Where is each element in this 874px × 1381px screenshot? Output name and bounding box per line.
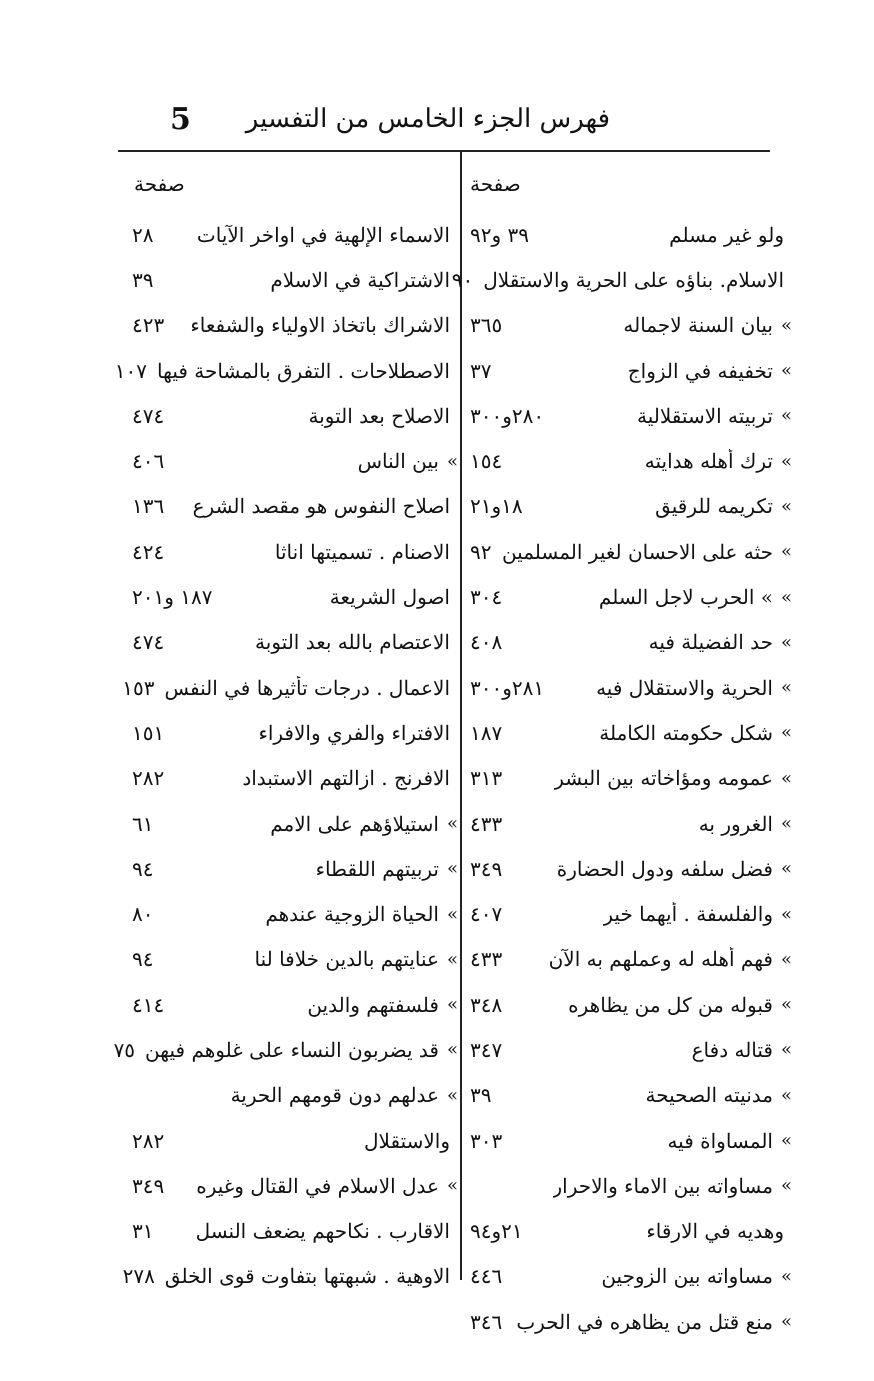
entry-text: حثه على الاحسان لغير المسلمين [501,539,773,564]
index-entry [462,1209,792,1254]
index-entry [128,438,458,483]
index-entry [128,801,458,846]
entry-text: والفلسفة . أيهما خير [603,902,773,927]
entry-text-group [655,494,792,518]
index-entry [462,620,792,665]
entry-page-numbers: ٧٥ [113,1037,136,1062]
entry-page-numbers: ١٥٣ [122,675,155,700]
ditto-mark: » [446,1175,458,1197]
header-rule [118,150,770,152]
entry-text: تكريمه للرقيق [655,494,773,519]
ditto-mark: » [780,405,792,427]
index-entry [128,937,458,982]
entry-text: قد يضربون النساء على غلوهم فيهن [145,1037,439,1062]
entry-text: تربيته الاستقلالية [637,403,773,428]
entry-text: مدنيته الصحيحة [645,1083,773,1108]
entry-text: وهديه في الارقاء [646,1219,784,1244]
entry-text: مساواته بين الاماء والاحرار [552,1173,773,1198]
index-entry [462,665,792,710]
entry-text: بيان السنة لاجماله [623,313,773,338]
entry-page-numbers: ٢٨٢ [132,1128,165,1153]
ditto-mark: » [780,450,792,472]
ditto-mark: » [780,677,792,699]
entry-text-group [164,676,458,700]
entry-text: حد الفضيلة فيه [648,630,773,655]
index-entry [462,1254,792,1299]
entry-page-numbers: ٤٠٧ [470,902,503,927]
entry-text-group [265,902,458,926]
entry-text-group [308,404,458,428]
index-entry [128,393,458,438]
entry-page-numbers: ٣١٣ [470,766,503,791]
entry-text-group [190,313,458,337]
entry-page-numbers: ٢١و٩٤ [470,1219,523,1244]
entry-page-numbers: ٣٤٧ [470,1037,503,1062]
entry-text-group [145,1038,458,1062]
index-entry [462,1118,792,1163]
ditto-mark: » [780,1175,792,1197]
entry-text-group [196,1174,458,1198]
entry-page-numbers: ٢٨١و٣٠٠ [470,675,545,700]
entry-text-group [549,947,792,971]
entry-text-group [553,1174,792,1198]
entry-text: المساواة فيه [667,1128,773,1153]
entry-text-group [255,630,458,654]
ditto-mark: » [780,1311,792,1333]
entry-text-group [364,1129,458,1153]
entry-page-numbers: ٤٢٤ [132,539,165,564]
ditto-mark: » [780,903,792,925]
running-title: فهرس الجزء الخامس من التفسير [245,104,610,134]
entry-text-group [157,359,458,383]
entry-page-numbers: ٤١٤ [132,992,165,1017]
entry-text-group [645,449,792,473]
entry-text: استيلاؤهم على الامم [270,811,439,836]
right-column-heading: صفحة [470,172,521,196]
index-entry [462,846,792,891]
index-entry [128,1209,458,1254]
entry-text-group [599,585,792,609]
entry-page-numbers: ٤٠٦ [132,449,165,474]
entry-text-group [669,223,792,247]
entry-text-group [667,1129,792,1153]
entry-page-numbers: ١٥٤ [470,449,503,474]
entry-text-group [699,812,792,836]
entry-text: اصلاح النفوس هو مقصد الشرع [192,494,450,519]
entry-text-group [270,268,458,292]
entry-page-numbers: ٩٠ [451,267,474,292]
entry-text-group [628,359,792,383]
entry-text: عمومه ومؤاخاته بين البشر [554,766,773,791]
index-entry [462,438,792,483]
index-entry [128,574,458,619]
ditto-mark: » [780,858,792,880]
entry-text: الافتراء والفري والافراء [258,720,450,745]
entry-page-numbers: ١٥١ [132,720,165,745]
index-entry [451,257,792,302]
left-column-heading: صفحة [134,172,185,196]
entry-text-group [692,1038,792,1062]
entry-text: منع قتل من يظاهره في الحرب [516,1309,773,1334]
index-entry [462,891,792,936]
entry-text-group [255,947,459,971]
entry-text-group [554,766,792,790]
entry-text: الاعتصام بالله بعد التوبة [255,630,450,655]
entry-text: الحرية والاستقلال فيه [596,675,773,700]
ditto-mark: » [446,948,458,970]
right-index-column [451,212,792,1344]
entry-page-numbers: ٤٠٨ [470,630,503,655]
entry-page-numbers: ٨٠ [132,902,154,927]
entry-text: الاصطلاحات . التفرق بالمشاحة فيها [157,358,450,383]
entry-text-group [502,540,792,564]
entry-text: عدلهم دون قومهم الحرية [230,1083,439,1108]
entry-text: الاشراك باتخاذ الاولياء والشفعاء [190,313,450,338]
entry-text-group [601,1264,792,1288]
entry-text: تخفيفه في الزواج [627,358,773,383]
entry-page-numbers: ٣٤٦ [470,1309,503,1334]
ditto-mark: » [446,450,458,472]
entry-text-group [358,449,458,473]
ditto-mark: » [780,722,792,744]
entry-text-group [623,313,792,337]
entry-page-numbers: ٤٧٤ [132,630,165,655]
entry-page-numbers: ٣٩ و٩٢ [470,222,529,247]
entry-page-numbers: ٣٩ [132,267,154,292]
index-entry [128,257,458,302]
index-entry [462,1163,792,1208]
entry-text: الحياة الزوجية عندهم [265,902,439,927]
entry-text-group [242,766,458,790]
entry-page-numbers: ٤٣٣ [470,947,503,972]
ditto-mark: » [446,858,458,880]
ditto-mark: » [446,1039,458,1061]
index-entry [128,212,458,257]
entry-page-numbers: ٣١ [132,1219,154,1244]
entry-text: الاصلاح بعد التوبة [308,403,450,428]
entry-page-numbers: ٤٢٣ [132,313,165,338]
entry-page-numbers: ١٠٧ [114,358,148,383]
entry-text-group [270,812,458,836]
entry-page-numbers: ٩٢ [470,539,492,564]
entry-text: الاعمال . درجات تأثيرها في النفس [164,675,450,700]
entry-text: الاسماء الإلهية في اواخر الآيات [196,222,450,247]
entry-text-group [596,676,792,700]
entry-text: » الحرب لاجل السلم [598,585,773,610]
entry-text: قتاله دفاع [691,1037,773,1062]
entry-text: الغرور به [698,811,773,836]
entry-page-numbers: ٩٤ [132,856,154,881]
entry-text-group [316,857,458,881]
index-entry [462,574,792,619]
entry-page-numbers: ٤٧٤ [132,403,165,428]
ditto-mark: » [780,994,792,1016]
index-entry [128,484,458,529]
entry-text: ترك أهله هدايته [644,449,773,474]
entry-text-group [258,721,458,745]
ditto-mark: » [446,994,458,1016]
ditto-mark: » [780,586,792,608]
entry-text-group [637,404,792,428]
entry-text: الاشتراكية في الاسلام [270,267,450,292]
entry-page-numbers: ٣٤٩ [470,856,503,881]
entry-page-numbers: ٢٨ [132,222,154,247]
ditto-mark: » [780,948,792,970]
entry-page-numbers: ٤٤٦ [470,1264,503,1289]
entry-text-group [516,1310,792,1334]
ditto-mark: » [780,314,792,336]
entry-text: الاقارب . نكاحهم يضعف النسل [195,1219,450,1244]
index-entry [462,484,792,529]
entry-text-group [275,540,458,564]
index-entry [122,665,458,710]
ditto-mark: » [780,1265,792,1287]
index-entry [462,982,792,1027]
entry-text-group [307,993,458,1017]
ditto-mark: » [446,813,458,834]
entry-page-numbers: ٣٧ [470,358,492,383]
page-header [110,100,770,140]
ditto-mark: » [780,1084,792,1106]
entry-text-group [231,1083,458,1107]
entry-text-group [165,1264,458,1288]
entry-text: الاوهية . شبهتها بتفاوت قوى الخلق [164,1264,450,1289]
entry-text: والاستقلال [364,1128,450,1153]
entry-page-numbers: ٢٨٠و٣٠٠ [470,403,545,428]
entry-page-numbers: ٣٦٥ [470,313,503,338]
entry-text: فلسفتهم والدين [307,992,439,1017]
entry-page-numbers: ١٣٦ [132,494,165,519]
index-entry [128,846,458,891]
left-index-column [113,212,458,1299]
entry-text-group [568,993,792,1017]
index-entry [128,756,458,801]
index-entry [462,937,792,982]
ditto-mark: » [780,495,792,517]
entry-page-numbers: ٤٣٣ [470,811,503,836]
index-entry [462,1027,792,1072]
entry-page-numbers: ٢٧٨ [122,1264,155,1289]
entry-text-group [483,268,792,292]
ditto-mark: » [780,813,792,834]
entry-page-numbers: ٣٩ [470,1083,492,1108]
entry-page-numbers: ٣٠٤ [470,585,503,610]
ditto-mark: » [780,767,792,789]
index-entry [122,1254,458,1299]
entry-page-numbers: ٣٠٣ [470,1128,503,1153]
entry-text-group [599,721,792,745]
index-entry [128,982,458,1027]
index-entry [128,1118,458,1163]
index-entry [128,1163,458,1208]
ditto-mark: » [780,360,792,382]
entry-page-numbers: ١٨٧ [470,720,503,745]
entry-text: بين الناس [357,449,439,474]
entry-text: الاصنام . تسميتها اناثا [274,539,450,564]
entry-text: تربيتهم اللقطاء [315,856,439,881]
entry-text: عدل الاسلام في القتال وغيره [196,1173,439,1198]
page-number: 5 [170,102,191,137]
entry-text: قبوله من كل من يظاهره [568,992,773,1017]
entry-text: الاسلام. بناؤه على الحرية والاستقلال [483,267,784,292]
ditto-mark: » [446,903,458,925]
entry-page-numbers: ١٨٧ و٢٠١ [132,585,213,610]
index-entry [462,393,792,438]
entry-page-numbers: ٢٨٢ [132,766,165,791]
index-entry [128,620,458,665]
entry-text-group [646,1219,792,1243]
entry-text: اصول الشريعة [329,585,450,610]
ditto-mark: » [780,1039,792,1061]
index-entry [462,529,792,574]
index-entry [113,1027,458,1072]
entry-text-group [193,494,458,518]
index-entry [462,1299,792,1344]
ditto-mark: » [780,631,792,653]
index-entry [114,348,458,393]
entry-text: شكل حكومته الكاملة [599,720,773,745]
index-entry [128,529,458,574]
ditto-mark: » [446,1084,458,1106]
index-entry [128,1073,458,1118]
entry-text-group [330,585,458,609]
index-entry [462,1073,792,1118]
entry-text-group [197,223,458,247]
entry-page-numbers: ٣٤٩ [132,1173,165,1198]
index-entry [462,710,792,755]
index-entry [128,891,458,936]
entry-text: فهم أهله له وعملهم به الآن [548,947,773,972]
entry-text-group [557,857,792,881]
entry-text: فضل سلفه ودول الحضارة [556,856,773,881]
index-entry [462,756,792,801]
entry-page-numbers: ٩٤ [132,947,154,972]
entry-text: مساواته بين الزوجين [601,1264,773,1289]
entry-text: الافرنج . ازالتهم الاستبداد [242,766,450,791]
index-entry [462,801,792,846]
index-entry [462,212,792,257]
entry-text-group [645,1083,792,1107]
entry-text-group [603,902,792,926]
entry-text-group [649,630,792,654]
entry-page-numbers: ٦١ [132,811,154,836]
entry-text-group [196,1219,458,1243]
index-entry [128,303,458,348]
ditto-mark: » [780,1130,792,1152]
ditto-mark: » [780,541,792,563]
entry-page-numbers: ١٨و٢١ [470,494,523,519]
entry-text: عنايتهم بالدين خلافا لنا [254,947,439,972]
entry-text: ولو غير مسلم [669,222,784,247]
index-entry [462,303,792,348]
index-entry [128,710,458,755]
entry-page-numbers: ٣٤٨ [470,992,503,1017]
index-entry [462,348,792,393]
